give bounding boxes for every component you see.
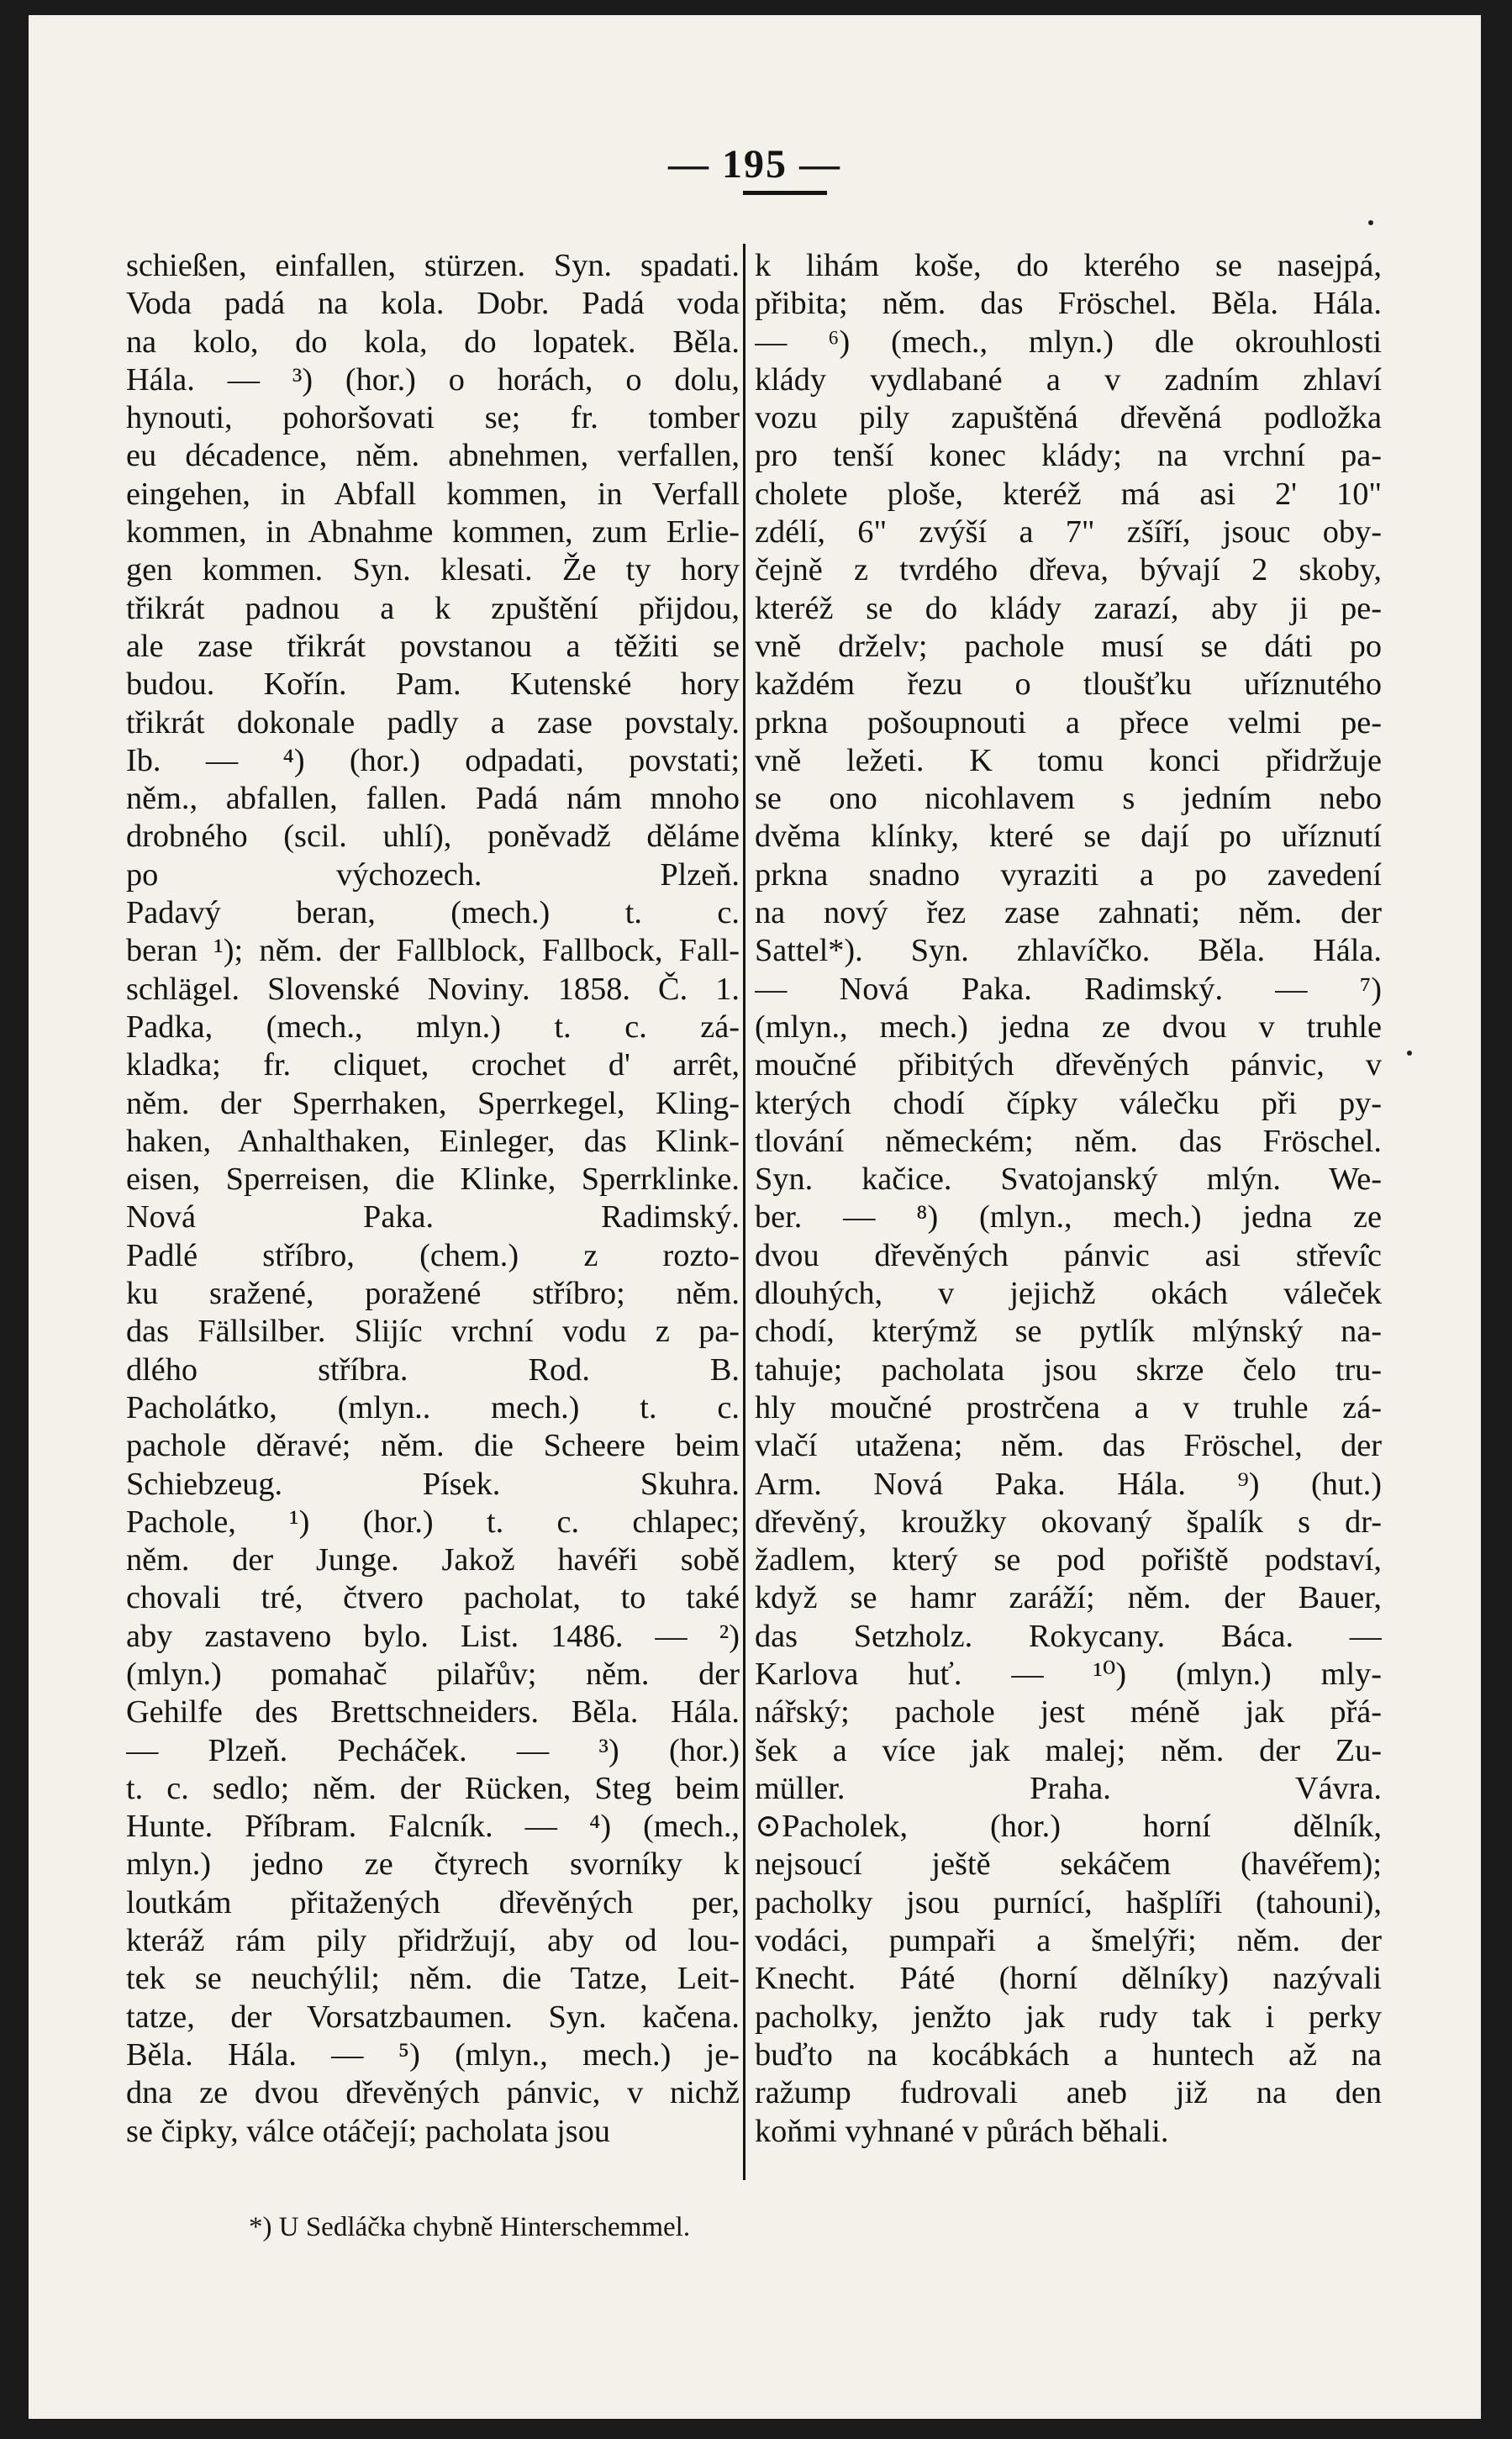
right-column	[755, 247, 1382, 2180]
text-line: přibita; něm. das Fröschel. Běla. Hála.	[755, 286, 1382, 322]
text-line: třikrát dokonale padly a zase povstaly.	[126, 704, 740, 740]
text-line: drobného (scil. uhlí), poněvadž děláme	[126, 819, 740, 855]
text-line: na nový řez zase zahnati; něm. der	[755, 895, 1382, 931]
text-line: dlouhých, v jejichž okách váleček	[755, 1276, 1382, 1312]
text-line: dna ze dvou dřevěných pánvic, v nichž	[126, 2075, 740, 2111]
text-line: — Plzeň. Pecháček. — ³) (hor.)	[126, 1732, 740, 1768]
text-line: vozu pily zapuštěná dřevěná podložka	[755, 400, 1382, 436]
text-line: haken, Anhalthaken, Einleger, das Klink-	[126, 1123, 740, 1159]
text-line: eu décadence, něm. abnehmen, verfallen,	[126, 438, 740, 474]
text-line: Padka, (mech., mlyn.) t. c. zá-	[126, 1009, 740, 1045]
text-line: loutkám přitažených dřevěných per,	[126, 1884, 740, 1920]
text-line: hynouti, pohoršovati se; fr. tomber	[126, 400, 740, 436]
book-page	[29, 15, 1481, 2419]
text-line: klády vydlabané a v zadním zhlaví	[755, 361, 1382, 398]
text-line: žadlem, který se pod pořiště podstaví,	[755, 1542, 1382, 1578]
text-line: pachole děravé; něm. die Scheere beim	[126, 1428, 740, 1464]
text-line: pacholky jsou purnící, hašplíři (tahouni),	[755, 1884, 1382, 1920]
text-line: vně ležeti. K tomu konci přidržuje	[755, 742, 1382, 778]
text-line: Arm. Nová Paka. Hála. ⁹) (hut.)	[755, 1466, 1382, 1502]
text-line: (mlyn., mech.) jedna ze dvou v truhle	[755, 1009, 1382, 1045]
text-line: Hála. — ³) (hor.) o horách, o dolu,	[126, 361, 740, 398]
footnote: *) U Sedláčka chybně Hinterschemmel.	[249, 2212, 691, 2242]
text-line: kommen, in Abnahme kommen, zum Erlie-	[126, 514, 740, 550]
text-line: se ono nicohlavem s jedním nebo	[755, 781, 1382, 817]
text-line: schießen, einfallen, stürzen. Syn. spadati.	[126, 248, 740, 283]
text-line: Hunte. Příbram. Falcník. — ⁴) (mech.,	[126, 1809, 740, 1845]
text-line: šek a více jak malej; něm. der Zu-	[755, 1732, 1382, 1768]
text-line: chodí, kterýmž se pytlík mlýnský na-	[755, 1314, 1382, 1350]
text-line: každém řezu o tloušťku uříznutého	[755, 666, 1382, 703]
text-line: cholete ploše, kteréž má asi 2' 10"	[755, 476, 1382, 512]
text-line: když se hamr zaráží; něm. der Bauer,	[755, 1580, 1382, 1616]
text-line: prkna pošoupnouti a přece velmi pe-	[755, 704, 1382, 740]
text-line: hly moučné prostrčena a v truhle zá-	[755, 1389, 1382, 1425]
text-line: gen kommen. Syn. klesati. Že ty hory	[126, 552, 740, 588]
text-line: Padlé stříbro, (chem.) z rozto-	[126, 1237, 740, 1273]
text-line: dvěma klínky, které se dají po uříznutí	[755, 819, 1382, 855]
text-line: pro tenší konec klády; na vrchní pa-	[755, 438, 1382, 474]
text-line: tek se neuchýlil; něm. die Tatze, Leit-	[126, 1961, 740, 1997]
text-line: zdélí, 6" zvýší a 7" zšíří, jsouc oby-	[755, 514, 1382, 550]
text-line: vodáci, pumpaři a šmelýři; něm. der	[755, 1923, 1382, 1959]
text-line: aby zastaveno bylo. List. 1486. — ²)	[126, 1618, 740, 1654]
text-line: něm. der Sperrhaken, Sperrkegel, Kling-	[126, 1085, 740, 1121]
left-column	[126, 247, 740, 2180]
text-line: se čipky, válce otáčejí; pacholata jsou	[126, 2113, 610, 2149]
text-line: prkna snadno vyraziti a po zavedení	[755, 856, 1382, 893]
text-line: tatze, der Vorsatzbaumen. Syn. kačena.	[126, 1999, 740, 2035]
text-line: dlého stříbra. Rod. B.	[126, 1351, 740, 1388]
text-line: moučné přibitých dřevěných pánvic, v	[755, 1047, 1382, 1083]
text-line: něm., abfallen, fallen. Padá nám mnoho	[126, 781, 740, 817]
text-line: dřevěný, kroužky okovaný špalík s dr-	[755, 1504, 1382, 1540]
text-line: Syn. kačice. Svatojanský mlýn. We-	[755, 1162, 1382, 1198]
text-line: ku sražené, poražené stříbro; něm.	[126, 1276, 740, 1312]
text-line: buďto na kocábkách a huntech až na	[755, 2036, 1382, 2073]
text-line: na kolo, do kola, do lopatek. Běla.	[126, 324, 740, 360]
text-line: kteréž se do klády zarazí, aby ji pe-	[755, 590, 1382, 626]
text-line: (mlyn.) pomahač pilařův; něm. der	[126, 1656, 740, 1692]
text-line: Pacholátko, (mlyn.. mech.) t. c.	[126, 1389, 740, 1425]
text-line: Voda padá na kola. Dobr. Padá voda	[126, 286, 740, 322]
text-line: mlyn.) jedno ze čtyrech svorníky k	[126, 1846, 740, 1883]
text-line: ber. — ⁸) (mlyn., mech.) jedna ze	[755, 1199, 1382, 1235]
text-line: k lihám koše, do kterého se nasejpá,	[755, 248, 1382, 283]
text-line: ⊙Pacholek, (hor.) horní dělník,	[755, 1809, 1382, 1845]
text-line: Knecht. Páté (horní dělníky) nazývali	[755, 1961, 1382, 1997]
text-line: — Nová Paka. Radimský. — ⁷)	[755, 971, 1382, 1007]
text-line: vně drželv; pachole musí se dáti po	[755, 628, 1382, 664]
text-line: budou. Kořín. Pam. Kutenské hory	[126, 666, 740, 703]
text-line: Pachole, ¹) (hor.) t. c. chlapec;	[126, 1504, 740, 1540]
text-line: kteráž rám pily přidržují, aby od lou-	[126, 1923, 740, 1959]
text-line: čejně z tvrdého dřeva, bývají 2 skoby,	[755, 552, 1382, 588]
text-line: eisen, Sperreisen, die Klinke, Sperrklinke.	[126, 1162, 740, 1198]
text-line: Nová Paka. Radimský.	[126, 1199, 740, 1235]
text-line: po výchozech. Plzeň.	[126, 856, 740, 893]
text-line: pacholky, jenžto jak rudy tak i perky	[755, 1999, 1382, 2035]
text-line: t. c. sedlo; něm. der Rücken, Steg beim	[126, 1770, 740, 1806]
text-line: Karlova huť. — ¹⁰) (mlyn.) mly-	[755, 1656, 1382, 1692]
text-line: koňmi vyhnané v půrách běhali.	[755, 2113, 1169, 2149]
text-line: Padavý beran, (mech.) t. c.	[126, 895, 740, 931]
text-line: Gehilfe des Brettschneiders. Běla. Hála.	[126, 1694, 740, 1730]
text-line: das Setzholz. Rokycany. Báca. —	[755, 1618, 1382, 1654]
text-line: eingehen, in Abfall kommen, in Verfall	[126, 476, 740, 512]
page-number: — 195 —	[29, 141, 1481, 195]
text-line: kterých chodí čípky válečku při py-	[755, 1085, 1382, 1121]
text-line: — ⁶) (mech., mlyn.) dle okrouhlosti	[755, 324, 1382, 360]
text-line: das Fällsilber. Slijíc vrchní vodu z pa-	[126, 1314, 740, 1350]
text-line: Ib. — ⁴) (hor.) odpadati, povstati;	[126, 742, 740, 778]
text-line: kladka; fr. cliquet, crochet d' arrêt,	[126, 1047, 740, 1083]
print-speck	[1368, 220, 1373, 225]
text-line: vlačí utažena; něm. das Fröschel, der	[755, 1428, 1382, 1464]
text-line: müller. Praha. Vávra.	[755, 1770, 1382, 1806]
text-line: tahuje; pacholata jsou skrze čelo tru-	[755, 1351, 1382, 1388]
column-divider	[743, 244, 745, 2180]
text-line: Sattel*). Syn. zhlavíčko. Běla. Hála.	[755, 933, 1382, 969]
text-line: třikrát padnou a k zpuštění přijdou,	[126, 590, 740, 626]
text-line: dvou dřevěných pánvic asi střeví̇c	[755, 1237, 1382, 1273]
text-line: nejsoucí ještě sekáčem (havéřem);	[755, 1846, 1382, 1883]
text-line: ražump fudrovali aneb již na den	[755, 2075, 1382, 2111]
text-line: beran ¹); něm. der Fallblock, Fallbock, Fall-	[126, 933, 740, 969]
text-line: něm. der Junge. Jakož havéři sobě	[126, 1542, 740, 1578]
text-line: Běla. Hála. — ⁵) (mlyn., mech.) je-	[126, 2036, 740, 2073]
text-line: schlägel. Slovenské Noviny. 1858. Č. 1.	[126, 971, 740, 1007]
text-line: ale zase třikrát povstanou a těžiti se	[126, 628, 740, 664]
text-line: chovali tré, čtvero pacholat, to také	[126, 1580, 740, 1616]
text-line: Schiebzeug. Písek. Skuhra.	[126, 1466, 740, 1502]
print-speck	[1407, 1051, 1412, 1056]
text-line: tlování německém; něm. das Fröschel.	[755, 1123, 1382, 1159]
text-line: nářský; pachole jest méně jak přá-	[755, 1694, 1382, 1730]
